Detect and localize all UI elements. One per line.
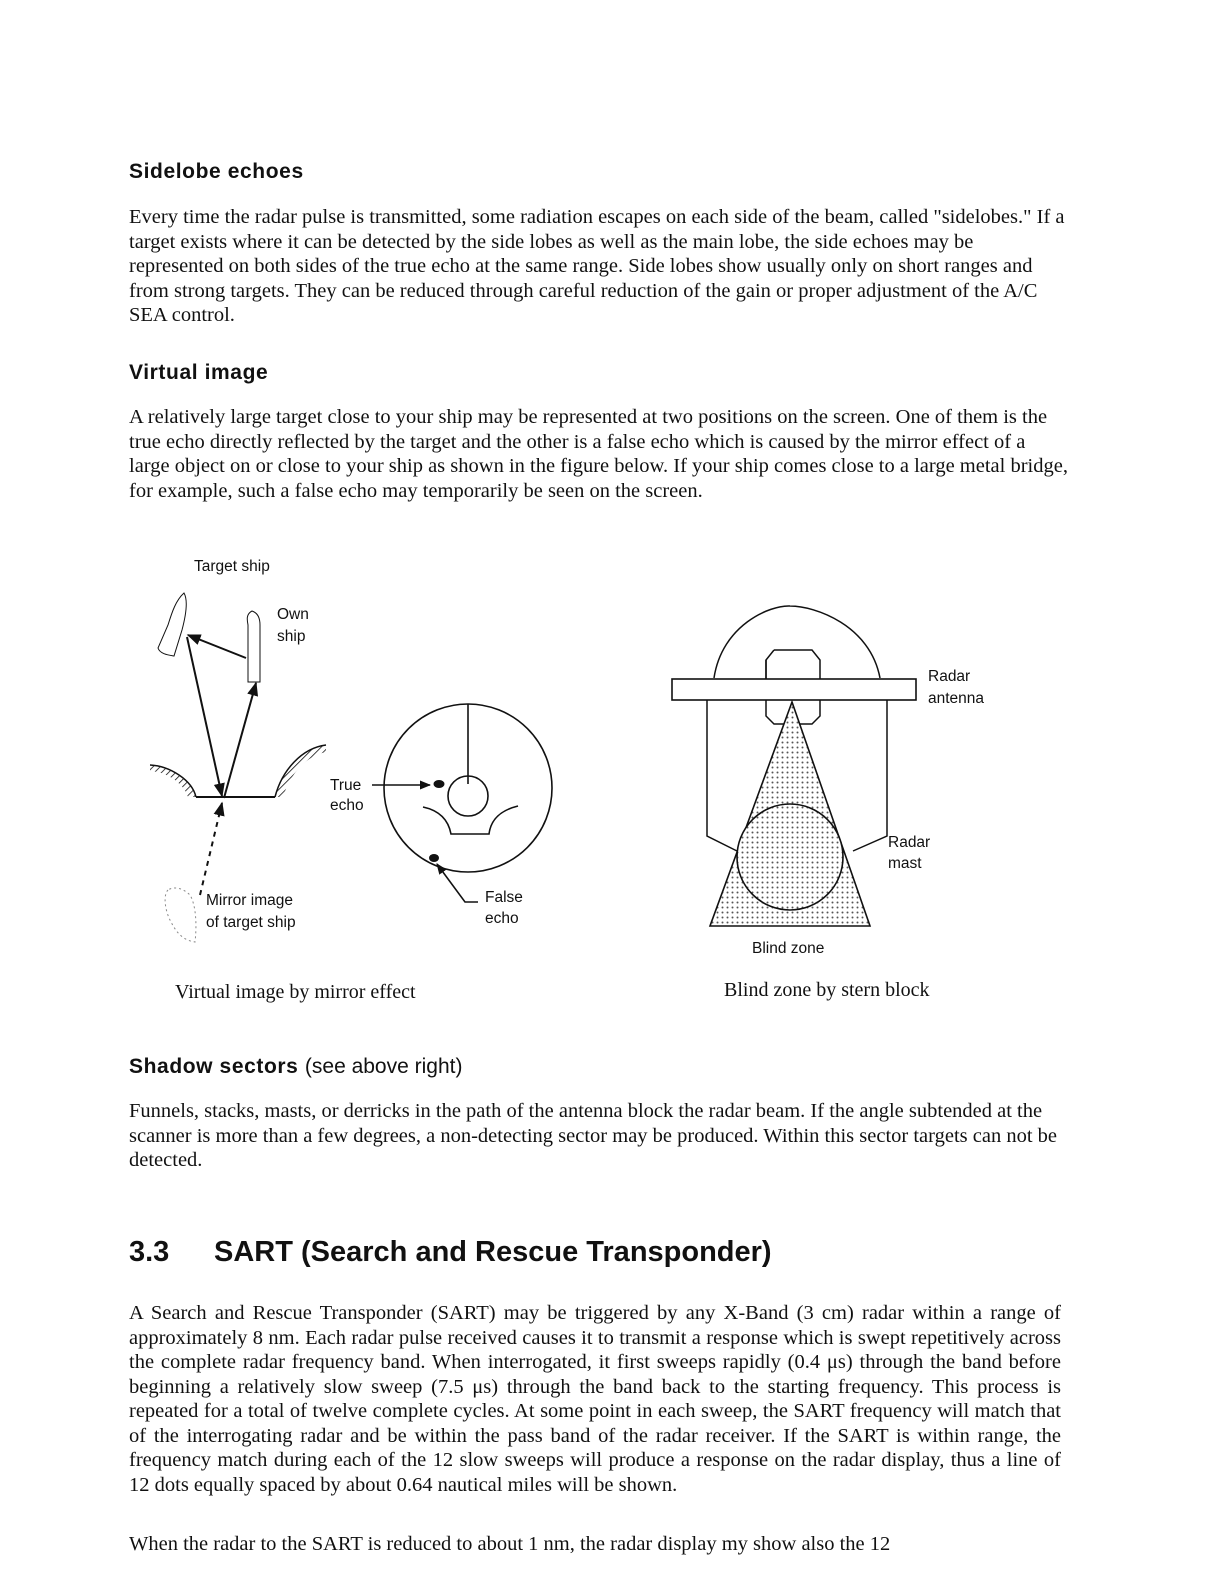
label-mirror-image-line1: Mirror image (206, 892, 293, 909)
label-radar-antenna-line2: antenna (928, 690, 985, 707)
mirror-image-ship-shape (165, 888, 196, 942)
stern-outline (714, 606, 880, 678)
section-number: 3.3 (129, 1236, 170, 1268)
paragraph-virtual-image: A relatively large target close to your ship may be represented at two positions on the screen. One of them is the true echo directly reflected by the target and the other is a false echo which is caused by the mirror effect of a large object on or close to your ship as shown in the figure below. If your ship comes close to a large metal bridge, for example, such a false echo may temporarily be seen on the screen. (129, 406, 1068, 502)
label-mirror-image-line2: of target ship (206, 914, 296, 931)
paragraph-sart-2: When the radar to the SART is reduced to about 1 nm, the radar display my show also the 12 (129, 1533, 891, 1555)
label-false-echo-line2: echo (485, 910, 519, 927)
paragraph-shadow-sectors: Funnels, stacks, masts, or derricks in the path of the antenna block the radar beam. If the angle subtended at the scanner is more than a few degrees, a non-detecting sector may be produced. Within this sector targets can not be detected. (129, 1100, 1057, 1171)
label-target-ship: Target ship (194, 558, 270, 575)
own-ship-shape (247, 611, 260, 682)
radar-antenna-bar (672, 679, 916, 700)
label-radar-antenna-line1: Radar (928, 668, 971, 685)
heading-sidelobe-echoes: Sidelobe echoes (129, 160, 304, 183)
heading-virtual-image: Virtual image (129, 361, 269, 384)
heading-shadow-sectors (129, 1055, 462, 1079)
section-heading-sart (129, 1236, 772, 1269)
label-radar-mast-line2: mast (888, 855, 922, 872)
label-radar-mast-line1: Radar (888, 834, 931, 851)
heading-shadow-sectors-note: (see above right) (304, 1055, 463, 1078)
label-true-echo-line2: echo (330, 797, 364, 814)
label-own-ship-line2: ship (277, 628, 306, 645)
section-title: SART (Search and Rescue Transponder) (214, 1236, 772, 1268)
radar-mast-circle (737, 804, 843, 910)
target-ship-shape (158, 593, 186, 656)
label-blind-zone: Blind zone (752, 940, 825, 957)
caption-mirror-effect: Virtual image by mirror effect (175, 981, 416, 1003)
caption-blind-zone: Blind zone by stern block (724, 979, 930, 1001)
paragraph-sart-1: A Search and Rescue Transponder (SART) may be triggered by any X-Band (3 cm) radar within a range of approximately 8 nm. Each radar pulse received causes it to transmit a response which is swept repetitively across the complete radar frequency band. When interrogated, it first sweeps rapidly (0.4 μs) through the band before beginning a relatively slow sweep (7.5 μs) through the band back to the starting frequency. This process is repeated for a total of twelve complete cycles. At some point in each sweep, the SART frequency will match that of the interrogating radar and be within the pass band of the radar receiver. If the SART is within range, the frequency match during each of the 12 slow sweeps will produce a response on the radar display, thus a line of 12 dots equally spaced by about 0.64 nautical miles will be shown. (129, 1302, 1061, 1496)
heading-shadow-sectors-title: Shadow sectors (129, 1055, 299, 1078)
paragraph-sidelobe-echoes: Every time the radar pulse is transmitted, some radiation escapes on each side of the beam, called "sidelobes." If a target exists where it can be detected by the side lobes as well as the main lobe, the side echoes may be represented on both sides of the true echo at the same range. Side lobes show usually only on short ranges and from strong targets. They can be reduced through careful reduction of the gain or proper adjustment of the A/C SEA control. (129, 206, 1065, 326)
label-own-ship-line1: Own (277, 606, 309, 623)
radar-unit (766, 650, 820, 680)
blind-zone-diagram (672, 606, 916, 926)
label-false-echo-line1: False (485, 889, 523, 906)
label-true-echo-line1: True (330, 777, 362, 794)
